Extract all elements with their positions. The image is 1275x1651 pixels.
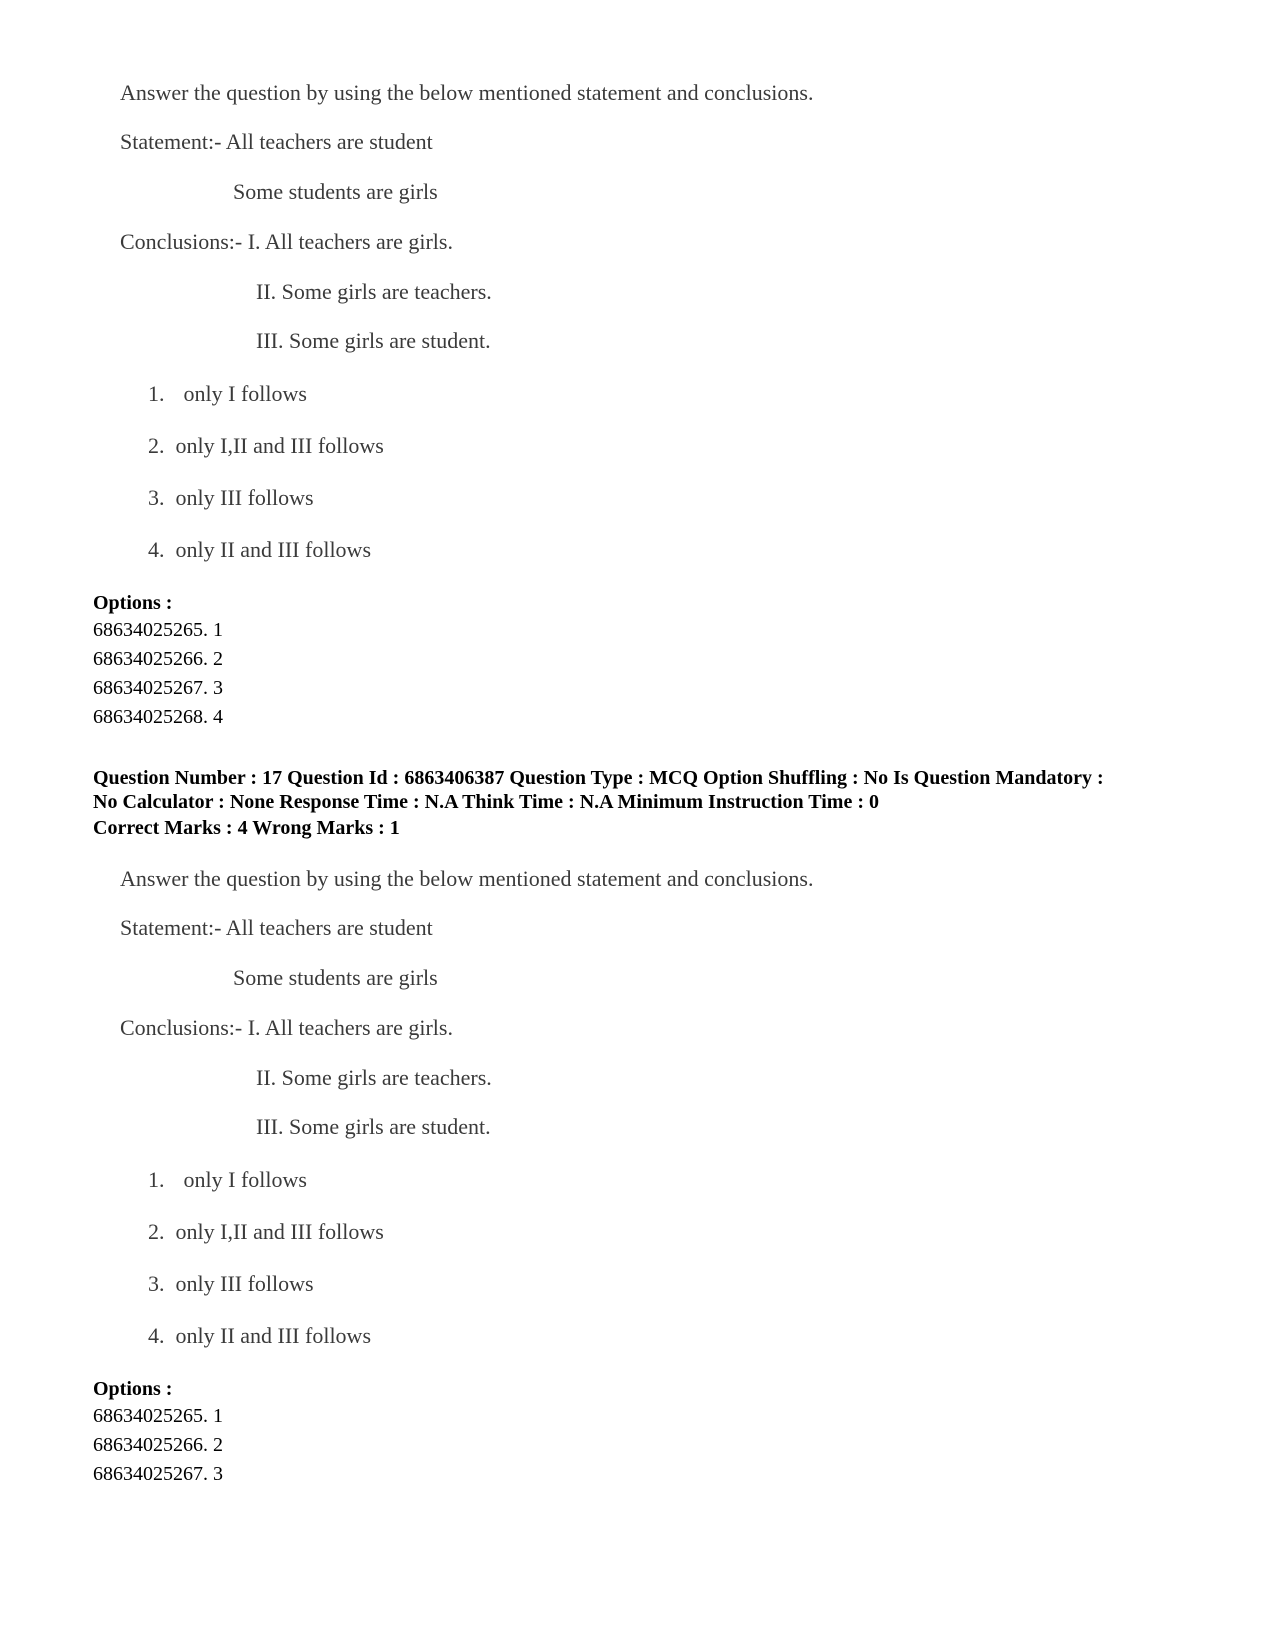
question-meta	[93, 766, 1213, 814]
choice-item	[148, 1271, 314, 1297]
statement-line-1: Statement:- All teachers are student	[120, 915, 433, 940]
choice-text: only I follows	[183, 1167, 307, 1192]
choice-text: only III follows	[175, 1271, 314, 1296]
question-intro: Answer the question by using the below mentioned statement and conclusions.	[120, 80, 814, 105]
option-item: 68634025267. 3	[93, 1463, 223, 1485]
option-item: 68634025266. 2	[93, 1434, 223, 1456]
choice-item	[148, 1167, 307, 1193]
choice-item	[148, 1323, 371, 1349]
choice-item	[148, 537, 371, 563]
choice-number: 4.	[148, 537, 165, 562]
options-list	[93, 1402, 223, 1489]
choice-text: only I,II and III follows	[175, 433, 384, 458]
question-marks: Correct Marks : 4 Wrong Marks : 1	[93, 817, 400, 839]
statement-line-2: Some students are girls	[233, 965, 438, 990]
option-item: 68634025268. 4	[93, 706, 223, 728]
options-heading: Options :	[93, 1378, 173, 1400]
choice-item	[148, 381, 307, 407]
option-item: 68634025266. 2	[93, 648, 223, 670]
choice-number: 1.	[148, 381, 165, 406]
choice-text: only II and III follows	[175, 1323, 372, 1348]
question-meta-line-2: No Calculator : None Response Time : N.A Think Time : N.A Minimum Instruction Time : 0	[93, 791, 879, 813]
choice-text: only II and III follows	[175, 537, 372, 562]
statement-line-2: Some students are girls	[233, 179, 438, 204]
choice-text: only III follows	[175, 485, 314, 510]
conclusion-line-1: Conclusions:- I. All teachers are girls.	[120, 1015, 453, 1040]
statement-line-1: Statement:- All teachers are student	[120, 129, 433, 154]
choice-number: 4.	[148, 1323, 165, 1348]
option-item: 68634025267. 3	[93, 677, 223, 699]
choice-number: 1.	[148, 1167, 165, 1192]
conclusion-line-3: III. Some girls are student.	[256, 328, 491, 353]
choice-item	[148, 433, 384, 459]
choice-number: 2.	[148, 1219, 165, 1244]
options-list	[93, 616, 223, 732]
option-item: 68634025265. 1	[93, 619, 223, 641]
conclusion-line-1: Conclusions:- I. All teachers are girls.	[120, 229, 453, 254]
options-heading: Options :	[93, 592, 173, 614]
choice-item	[148, 485, 314, 511]
option-item: 68634025265. 1	[93, 1405, 223, 1427]
choice-number: 3.	[148, 1271, 165, 1296]
choice-text: only I follows	[183, 381, 307, 406]
choice-text: only I,II and III follows	[175, 1219, 384, 1244]
choice-number: 3.	[148, 485, 165, 510]
choice-number: 2.	[148, 433, 165, 458]
conclusion-line-2: II. Some girls are teachers.	[256, 1065, 492, 1090]
question-meta-line-1: Question Number : 17 Question Id : 6863406387 Question Type : MCQ Option Shuffling : No Is Question Mandatory :	[93, 767, 1104, 789]
conclusion-line-2: II. Some girls are teachers.	[256, 279, 492, 304]
conclusion-line-3: III. Some girls are student.	[256, 1114, 491, 1139]
choice-item	[148, 1219, 384, 1245]
question-intro: Answer the question by using the below mentioned statement and conclusions.	[120, 866, 814, 891]
